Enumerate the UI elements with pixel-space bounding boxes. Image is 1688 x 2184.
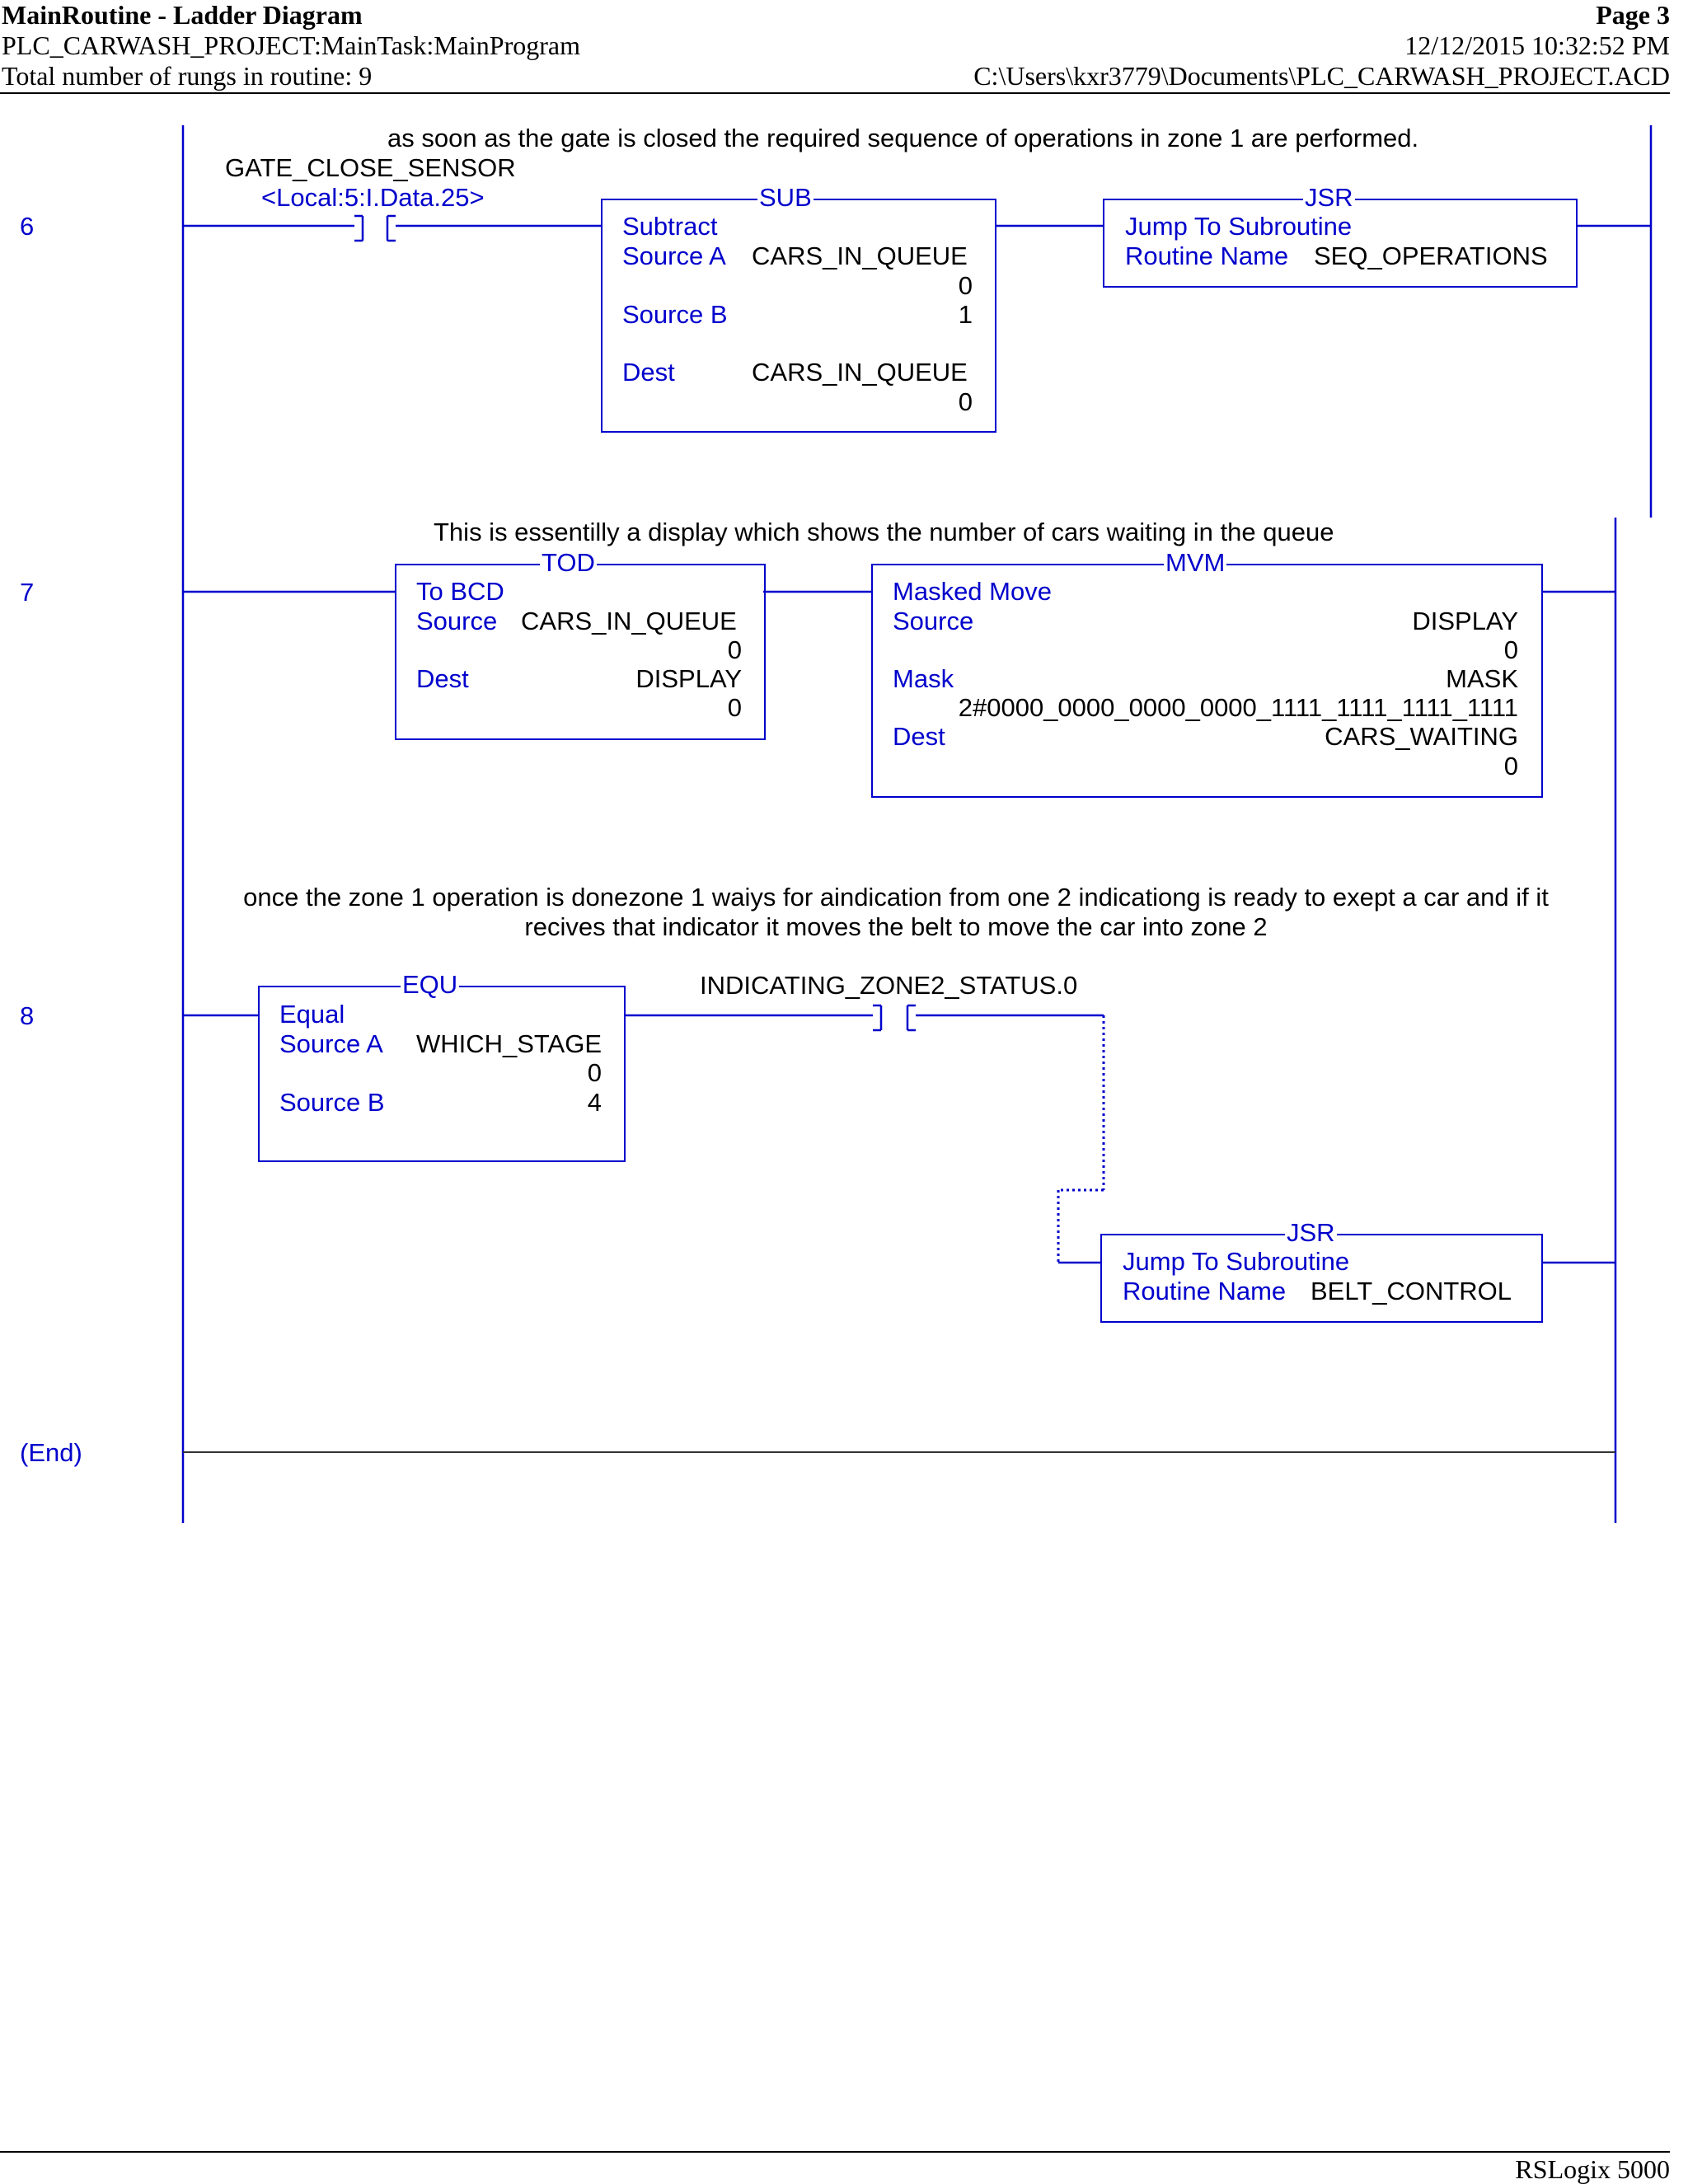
sub-title: SUB [759,183,812,212]
tod-dest-value: 0 [727,693,742,722]
rung-number-6[interactable]: 6 [20,212,35,241]
jsr-seq-title: JSR [1305,183,1353,212]
equ-source-a-value: 0 [587,1058,602,1087]
jsr-seq-name: Jump To Subroutine [1125,212,1353,241]
sub-source-a-label: Source A [622,241,726,270]
sub-dest-label: Dest [622,358,675,387]
rung-number-7[interactable]: 7 [20,578,35,607]
file-path: C:\Users\kxr3779\Documents\PLC_CARWASH_PROJECT.ACD [973,61,1670,91]
equ-source-a-tag[interactable]: WHICH_STAGE [415,1029,602,1058]
rung6-comment: as soon as the gate is closed the required sequence of operations in zone 1 are performed. [387,124,1419,152]
mvm-dest-value: 0 [1503,752,1518,780]
jsr-belt-routine-label: Routine Name [1123,1277,1287,1305]
jsr-seq-routine-label: Routine Name [1125,241,1289,270]
mvm-source-tag[interactable]: DISPLAY [1412,607,1518,635]
page-number: Page 3 [1596,0,1670,30]
mvm-name: Masked Move [893,577,1052,606]
sub-source-b-label: Source B [622,300,728,329]
tod-name: To BCD [416,577,504,606]
zone2-status-contact-tag[interactable]: INDICATING_ZONE2_STATUS.0 [700,971,1078,1000]
mvm-source-value: 0 [1503,635,1518,664]
gate-close-sensor-tag[interactable]: GATE_CLOSE_SENSOR [225,153,516,182]
jsr-belt-routine[interactable]: BELT_CONTROL [1311,1277,1512,1305]
mvm-source-label: Source [893,607,974,635]
tod-dest-label: Dest [416,664,469,693]
sub-dest-value: 0 [958,387,973,416]
tod-source-value: 0 [727,635,742,664]
mvm-mask-value: 2#0000_0000_0000_0000_1111_1111_1111_1111 [958,693,1518,722]
mvm-mask-label: Mask [893,664,954,693]
footer-product: RSLogix 5000 [1515,2154,1670,2184]
tod-source-tag[interactable]: CARS_IN_QUEUE [521,607,737,635]
rung8-comment-line2: recives that indicator it moves the belt to move the car into zone 2 [524,912,1268,941]
sub-dest-tag[interactable]: CARS_IN_QUEUE [752,358,968,387]
tod-source-label: Source [416,607,498,635]
sub-source-b-value[interactable]: 1 [958,300,973,329]
mvm-mask-tag[interactable]: MASK [1446,664,1518,693]
sub-source-a-value: 0 [958,271,973,300]
jsr-seq-routine[interactable]: SEQ_OPERATIONS [1314,241,1548,270]
print-datetime: 12/12/2015 10:32:52 PM [1404,30,1670,60]
gate-close-sensor-alias: <Local:5:I.Data.25> [261,183,485,212]
mvm-title: MVM [1165,548,1226,577]
end-label[interactable]: (End) [20,1438,82,1467]
mvm-dest-label: Dest [893,722,945,751]
mvm-dest-tag[interactable]: CARS_WAITING [1325,722,1518,751]
rung-count: Total number of rungs in routine: 9 [2,61,373,91]
jsr-belt-title: JSR [1287,1218,1335,1247]
tod-title: TOD [542,548,595,577]
rung-number-8[interactable]: 8 [20,1001,35,1030]
equ-source-a-label: Source A [279,1029,383,1058]
tod-dest-tag[interactable]: DISPLAY [635,664,742,693]
sub-source-a-tag[interactable]: CARS_IN_QUEUE [752,241,968,270]
sub-name: Subtract [622,212,718,241]
equ-title: EQU [402,970,458,999]
rung7-comment: This is essentilly a display which shows the number of cars waiting in the queue [434,518,1334,546]
equ-source-b-value[interactable]: 4 [587,1088,602,1117]
jsr-belt-name: Jump To Subroutine [1123,1247,1350,1276]
equ-name: Equal [279,1000,345,1029]
rung8-comment-line1: once the zone 1 operation is donezone 1 waiys for aindication from one 2 indicationg is ready to exept a car and if it [243,883,1549,912]
equ-source-b-label: Source B [279,1088,385,1117]
routine-title: MainRoutine - Ladder Diagram [2,0,363,30]
program-path: PLC_CARWASH_PROJECT:MainTask:MainProgram [2,30,580,60]
